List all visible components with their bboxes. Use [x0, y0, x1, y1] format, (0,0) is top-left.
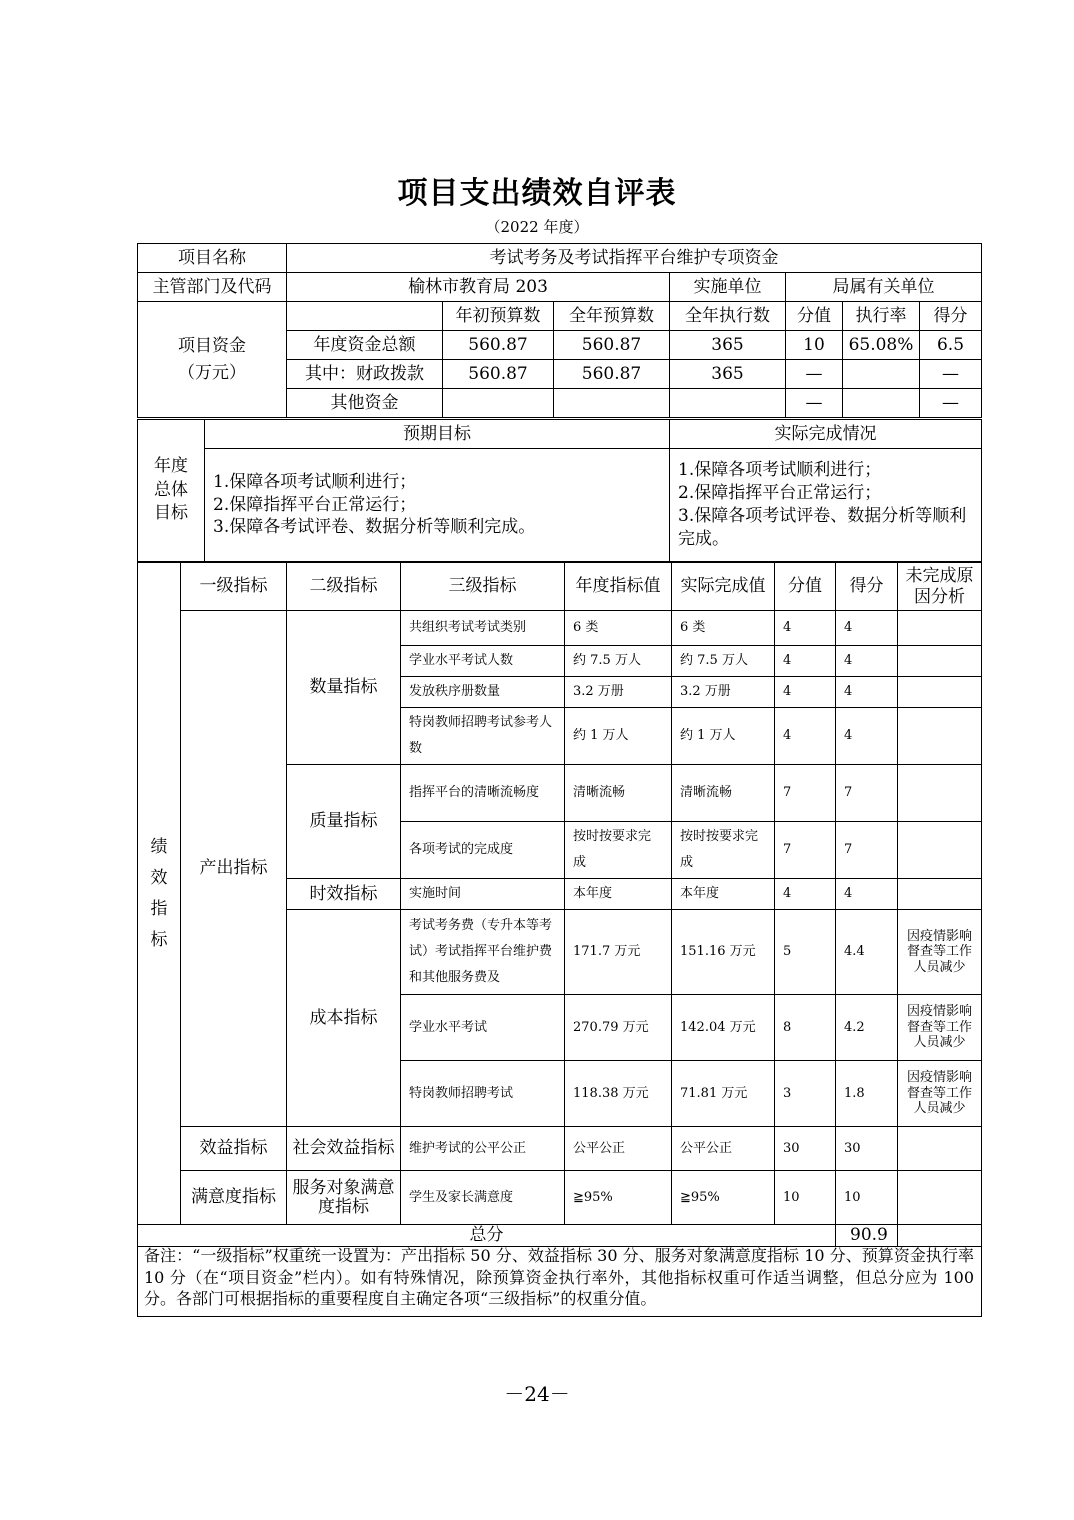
- indicator-score: 10: [836, 1171, 898, 1225]
- side-char: 标: [150, 929, 168, 950]
- funds-cell: [443, 389, 554, 418]
- indicator-weight: 4: [775, 611, 836, 646]
- funds-cell: [843, 360, 920, 389]
- funds-cell: —: [786, 389, 843, 418]
- indicator-score: 4: [836, 879, 898, 910]
- page-title: 项目支出绩效自评表: [397, 176, 677, 211]
- level2-timeliness: 时效指标: [287, 879, 401, 910]
- funds-cell: 10: [786, 331, 843, 360]
- indicator-reason: [898, 822, 982, 879]
- indicator-reason: [898, 879, 982, 910]
- indicator-target: 约 7.5 万人: [565, 646, 672, 677]
- indicator-name: 特岗教师招聘考试参考人数: [401, 708, 565, 765]
- funds-cell: —: [786, 360, 843, 389]
- indicator-reason: [898, 646, 982, 677]
- indicator-reason: 因疫情影响督查等工作人员减少: [898, 1061, 982, 1127]
- indicator-weight: 4: [775, 646, 836, 677]
- expected-goal-item: 3.保障各考试评卷、数据分析等顺利完成。: [213, 517, 536, 538]
- funds-cell: 560.87: [443, 331, 554, 360]
- side-char: 效: [150, 867, 168, 888]
- indicator-name: 各项考试的完成度: [401, 822, 565, 879]
- expected-goal-item: 2.保障指挥平台正常运行；: [213, 494, 417, 515]
- indicator-name: 指挥平台的清晰流畅度: [401, 765, 565, 822]
- indicators-table: [137, 562, 982, 1247]
- indicator-name: 学生及家长满意度: [401, 1171, 565, 1225]
- indicator-reason: [898, 708, 982, 765]
- funds-cell: [843, 389, 920, 418]
- project-name-label: 项目名称: [138, 244, 287, 273]
- indicator-reason: [898, 677, 982, 708]
- indicator-actual: 3.2 万册: [672, 677, 775, 708]
- indicator-name: 学业水平考试: [401, 995, 565, 1061]
- indicator-name: 特岗教师招聘考试: [401, 1061, 565, 1127]
- header-actual: 实际完成值: [672, 563, 775, 611]
- indicator-target: 约 1 万人: [565, 708, 672, 765]
- indicator-score: 4.2: [836, 995, 898, 1061]
- indicator-target: 本年度: [565, 879, 672, 910]
- project-name-value: 考试考务及考试指挥平台维护专项资金: [287, 244, 982, 273]
- indicator-weight: 5: [775, 910, 836, 995]
- indicator-actual: 公平公正: [672, 1127, 775, 1171]
- goals-label-line: 年度: [154, 455, 188, 476]
- funds-cell: 6.5: [920, 331, 982, 360]
- indicator-actual: 约 1 万人: [672, 708, 775, 765]
- indicator-weight: 7: [775, 765, 836, 822]
- funds-row-label: 其他资金: [287, 389, 443, 418]
- header-level2: 二级指标: [287, 563, 401, 611]
- indicator-weight: 4: [775, 879, 836, 910]
- indicators-side-label: [138, 563, 181, 1225]
- indicator-actual: 6 类: [672, 611, 775, 646]
- actual-goal-header: 实际完成情况: [670, 420, 982, 449]
- indicator-reason: 因疫情影响督查等工作人员减少: [898, 995, 982, 1061]
- indicator-weight: 4: [775, 677, 836, 708]
- level2-cost: 成本指标: [287, 910, 401, 1127]
- header-level3: 三级指标: [401, 563, 565, 611]
- goals-label: [138, 420, 205, 562]
- header-score: 得分: [836, 563, 898, 611]
- indicator-reason: 因疫情影响督查等工作人员减少: [898, 910, 982, 995]
- actual-goal-content: [670, 449, 982, 562]
- funds-cell: 365: [670, 331, 786, 360]
- indicator-score: 7: [836, 822, 898, 879]
- actual-goal-item: 1.保障各项考试顺利进行；: [678, 460, 882, 481]
- funds-cell: [554, 389, 670, 418]
- total-label: 总分: [138, 1225, 836, 1247]
- indicator-weight: 30: [775, 1127, 836, 1171]
- level1-benefit: 效益指标: [181, 1127, 287, 1171]
- funds-cell: —: [920, 360, 982, 389]
- funds-label: [138, 302, 287, 418]
- indicator-actual: ≧95%: [672, 1171, 775, 1225]
- notes: 备注：“一级指标”权重统一设置为：产出指标 50 分、效益指标 30 分、服务对象满意度指标 10 分、预算资金执行率 10 分（在“项目资金”栏内）。如有特殊情况，除预算资金执行率外，其他指标权重可作适当调整，但总分应为 100 分。各部门可根据指标的重要程度自主确定各项“三级指标”的权重分值。: [144, 1246, 974, 1309]
- impl-label: 实施单位: [670, 273, 786, 302]
- indicator-actual: 按时按要求完成: [672, 822, 775, 879]
- dept-value: 榆林市教育局 203: [287, 273, 670, 302]
- indicator-target: 171.7 万元: [565, 910, 672, 995]
- goals-label-line: 总体: [154, 479, 188, 500]
- indicator-score: 4: [836, 708, 898, 765]
- indicator-reason: [898, 1127, 982, 1171]
- indicator-actual: 约 7.5 万人: [672, 646, 775, 677]
- indicator-actual: 151.16 万元: [672, 910, 775, 995]
- expected-goal-header: 预期目标: [205, 420, 670, 449]
- indicator-name: 考试考务费（专升本等考试）考试指挥平台维护费和其他服务费及: [401, 910, 565, 995]
- level1-satisfaction: 满意度指标: [181, 1171, 287, 1225]
- side-char: 指: [150, 898, 168, 919]
- header-level1: 一级指标: [181, 563, 287, 611]
- level2-service: 服务对象满意度指标: [287, 1171, 401, 1225]
- indicator-actual: 71.81 万元: [672, 1061, 775, 1127]
- indicator-target: 清晰流畅: [565, 765, 672, 822]
- indicator-score: 4: [836, 646, 898, 677]
- funds-cell: 65.08%: [843, 331, 920, 360]
- indicator-name: 学业水平考试人数: [401, 646, 565, 677]
- actual-goal-item: 2.保障指挥平台正常运行；: [678, 483, 882, 504]
- dept-label: 主管部门及代码: [138, 273, 287, 302]
- indicator-name: 共组织考试考试类别: [401, 611, 565, 646]
- funds-cell: 365: [670, 360, 786, 389]
- funds-header-score: 得分: [920, 302, 982, 331]
- level2-social: 社会效益指标: [287, 1127, 401, 1171]
- page-subtitle: （2022 年度）: [485, 218, 589, 236]
- indicator-actual: 本年度: [672, 879, 775, 910]
- indicator-target: 270.79 万元: [565, 995, 672, 1061]
- actual-goal-item: 3.保障各项考试评卷、数据分析等顺利完成。: [678, 506, 967, 549]
- indicator-target: 118.38 万元: [565, 1061, 672, 1127]
- indicator-reason: [898, 1171, 982, 1225]
- indicator-weight: 7: [775, 822, 836, 879]
- goals-label-line: 目标: [154, 503, 188, 524]
- indicator-score: 4: [836, 611, 898, 646]
- indicator-weight: 3: [775, 1061, 836, 1127]
- indicator-reason: [898, 611, 982, 646]
- header-reason: 未完成原因分析: [898, 563, 982, 611]
- side-char: 绩: [150, 836, 168, 857]
- header-weight: 分值: [775, 563, 836, 611]
- funds-cell: [670, 389, 786, 418]
- funds-header-weight: 分值: [786, 302, 843, 331]
- indicator-target: 按时按要求完成: [565, 822, 672, 879]
- funds-cell: 560.87: [443, 360, 554, 389]
- expected-goal-item: 1.保障各项考试顺利进行；: [213, 471, 417, 492]
- funds-cell: 560.87: [554, 331, 670, 360]
- indicator-target: ≧95%: [565, 1171, 672, 1225]
- funds-header-initial: 年初预算数: [443, 302, 554, 331]
- indicator-target: 公平公正: [565, 1127, 672, 1171]
- expected-goal-content: [205, 449, 670, 562]
- indicator-score: 7: [836, 765, 898, 822]
- level2-quality: 质量指标: [287, 765, 401, 879]
- indicator-name: 发放秩序册数量: [401, 677, 565, 708]
- funds-row-label: 年度资金总额: [287, 331, 443, 360]
- project-funds-table: [137, 243, 982, 418]
- page-number: －24－: [504, 1382, 570, 1406]
- goals-table: [137, 419, 982, 562]
- indicator-weight: 10: [775, 1171, 836, 1225]
- funds-row-label: 其中：财政拨款: [287, 360, 443, 389]
- impl-value: 局属有关单位: [786, 273, 982, 302]
- level1-output: 产出指标: [181, 611, 287, 1127]
- funds-header-annual: 全年预算数: [554, 302, 670, 331]
- funds-header-blank: [287, 302, 443, 331]
- indicator-target: 6 类: [565, 611, 672, 646]
- funds-header-executed: 全年执行数: [670, 302, 786, 331]
- funds-label-line1: 项目资金: [178, 336, 246, 357]
- indicator-score: 30: [836, 1127, 898, 1171]
- indicator-actual: 142.04 万元: [672, 995, 775, 1061]
- funds-header-rate: 执行率: [843, 302, 920, 331]
- level2-quantity: 数量指标: [287, 611, 401, 765]
- indicator-score: 1.8: [836, 1061, 898, 1127]
- funds-label-line2: （万元）: [178, 362, 246, 383]
- indicator-score: 4: [836, 677, 898, 708]
- indicator-score: 4.4: [836, 910, 898, 995]
- total-score: 90.9: [836, 1225, 898, 1247]
- funds-cell: —: [920, 389, 982, 418]
- header-target: 年度指标值: [565, 563, 672, 611]
- indicator-reason: [898, 765, 982, 822]
- indicator-name: 维护考试的公平公正: [401, 1127, 565, 1171]
- indicator-target: 3.2 万册: [565, 677, 672, 708]
- funds-cell: 560.87: [554, 360, 670, 389]
- indicator-actual: 清晰流畅: [672, 765, 775, 822]
- indicator-name: 实施时间: [401, 879, 565, 910]
- indicator-weight: 8: [775, 995, 836, 1061]
- indicator-weight: 4: [775, 708, 836, 765]
